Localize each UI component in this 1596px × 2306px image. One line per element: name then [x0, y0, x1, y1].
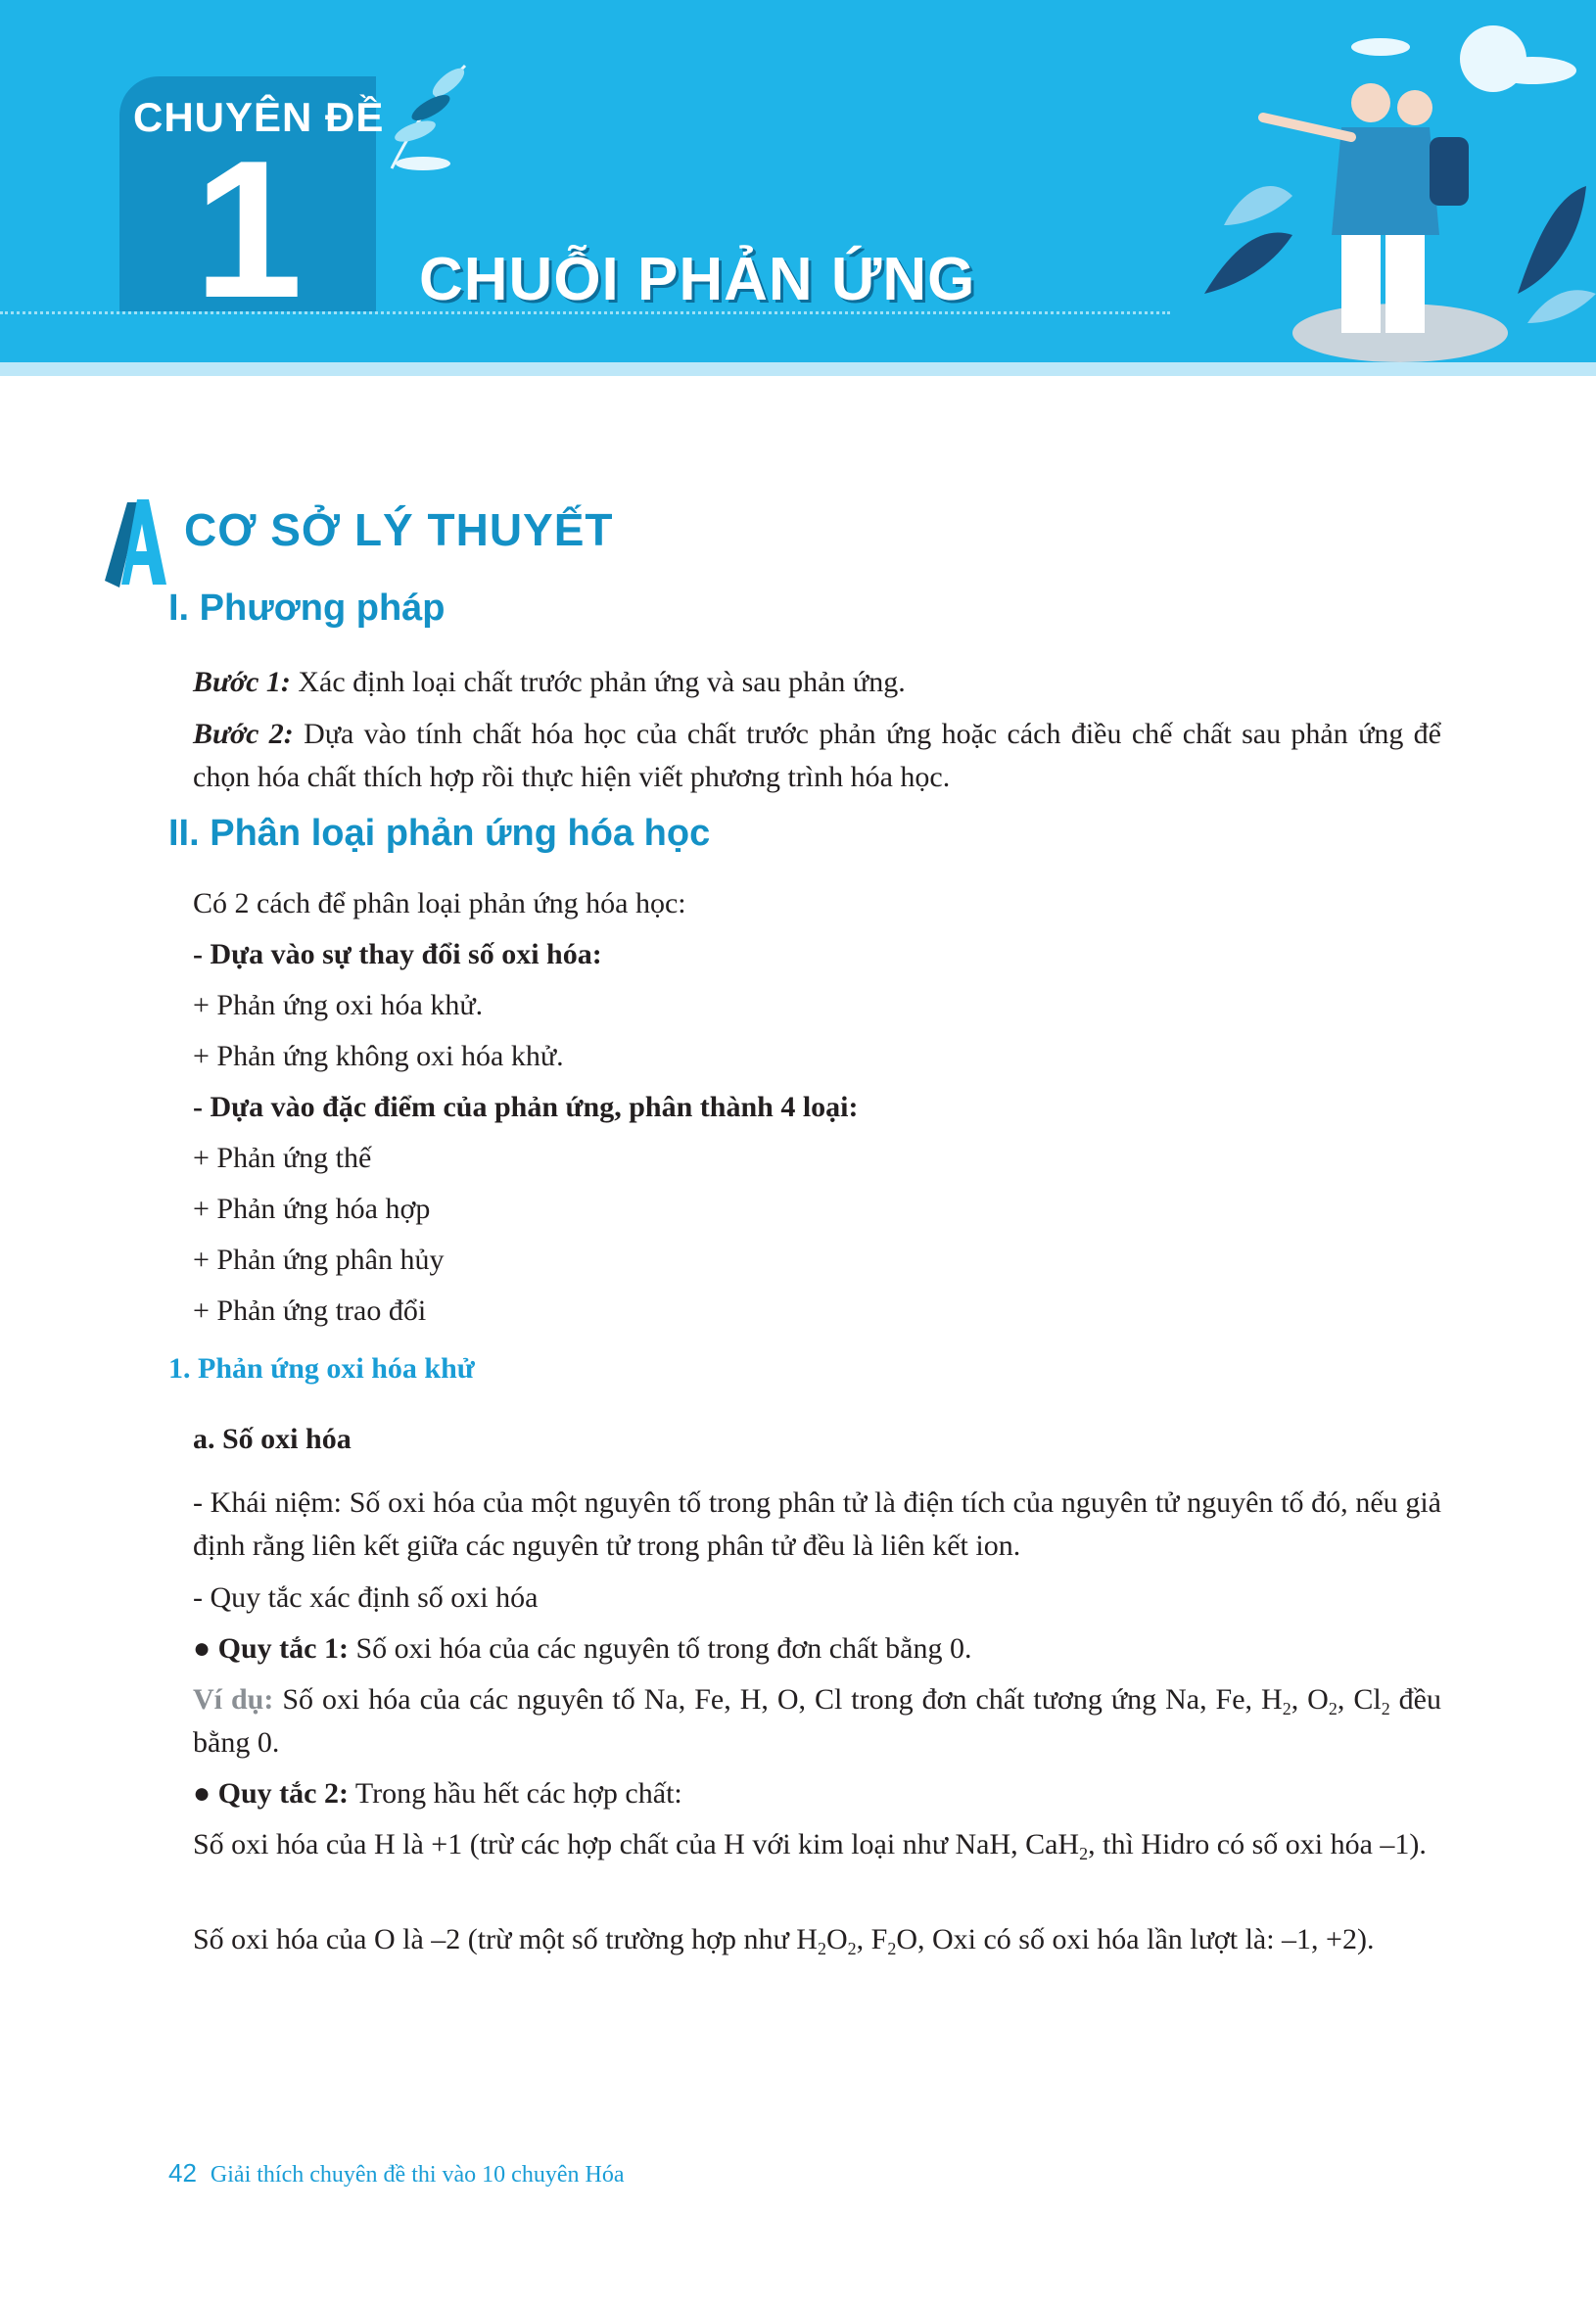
leaf-decoration-icon	[372, 61, 470, 188]
example-label: Ví dụ:	[193, 1683, 274, 1716]
chapter-number: 1	[194, 120, 304, 339]
heading-oxi-hoa-khu: 1. Phản ứng oxi hóa khử	[168, 1352, 475, 1385]
step-1-text: Xác định loại chất trước phản ứng và sau phản ứng.	[290, 666, 906, 698]
criterion-1-item: + Phản ứng oxi hóa khử.	[193, 989, 484, 1021]
criterion-1: - Dựa vào sự thay đổi số oxi hóa:	[193, 938, 602, 970]
criterion-1-item: + Phản ứng không oxi hóa khử.	[193, 1040, 564, 1072]
concept-paragraph: - Khái niệm: Số oxi hóa của một nguyên tố trong phân tử là điện tích của nguyên tử nguyên tố đó, nếu giả định rằng liên kết giữa các nguyên tử trong phân tử đều là liên kết ion.	[193, 1486, 1441, 1562]
chapter-title: CHUỖI PHẢN ỨNG	[419, 246, 976, 313]
heading-phuong-phap: I. Phương pháp	[168, 588, 446, 629]
criterion-2-item: + Phản ứng hóa hợp	[193, 1193, 431, 1225]
oxygen-paragraph: Số oxi hóa của O là –2 (trừ một số trường hợp như $H_2O_2$, $F_2O$, Oxi có số oxi hóa lần lượt là: –1, +2).	[193, 1923, 1375, 1958]
banner-strip	[0, 362, 1596, 376]
rule-2	[193, 1772, 1441, 1815]
step-2-label: Bước 2:	[193, 718, 294, 750]
section-a-title: CƠ SỞ LÝ THUYẾT	[184, 504, 614, 555]
rule-intro: - Quy tắc xác định số oxi hóa	[193, 1581, 539, 1614]
example-paragraph: Ví dụ: Số oxi hóa của các nguyên tố Na, Fe, H, O, Cl trong đơn chất tương ứng Na, Fe, $H_2$, $O_2$, $Cl_2$ đều bằng 0.	[193, 1683, 1441, 1759]
criterion-2-item: + Phản ứng trao đổi	[193, 1294, 427, 1327]
classification-intro: Có 2 cách để phân loại phản ứng hóa học:	[193, 887, 686, 919]
hydrogen-paragraph: Số oxi hóa của H là +1 (trừ các hợp chất của H với kim loại như NaH, CaH$_2$, thì Hidro có số oxi hóa –1).	[193, 1828, 1427, 1863]
rule-1-label: ● Quy tắc 1:	[193, 1632, 349, 1665]
page-footer	[168, 2158, 624, 2188]
step-1-label: Bước 1:	[193, 666, 291, 698]
criterion-2: - Dựa vào đặc điểm của phản ứng, phân thành 4 loại:	[193, 1091, 859, 1123]
step-2	[193, 713, 1441, 799]
section-a-badge-icon	[100, 494, 168, 592]
criterion-2-item: + Phản ứng thế	[193, 1142, 372, 1174]
rule-1-text: Số oxi hóa của các nguyên tố trong đơn chất bằng 0.	[348, 1632, 972, 1665]
criterion-2-item: + Phản ứng phân hủy	[193, 1244, 445, 1276]
chapter-label: CHUYÊN ĐỀ	[133, 94, 385, 140]
rule-2-label: ● Quy tắc 2:	[193, 1777, 349, 1810]
hikers-illustration-icon	[1204, 0, 1596, 364]
book-title: Giải thích chuyên đề thi vào 10 chuyên Hóa	[210, 2162, 625, 2188]
rule-2-text: Trong hầu hết các hợp chất:	[348, 1777, 682, 1810]
step-2-text: Dựa vào tính chất hóa học của chất trước phản ứng hoặc cách điều chế chất sau phản ứng để chọn hóa chất thích hợp rồi thực hiện viết phương trình hóa học.	[193, 718, 1441, 793]
step-1	[193, 661, 1441, 704]
page-number: 42	[168, 2158, 197, 2188]
rule-1	[193, 1627, 1441, 1671]
heading-phan-loai: II. Phân loại phản ứng hóa học	[168, 813, 711, 854]
heading-so-oxi-hoa: a. Số oxi hóa	[193, 1423, 352, 1455]
